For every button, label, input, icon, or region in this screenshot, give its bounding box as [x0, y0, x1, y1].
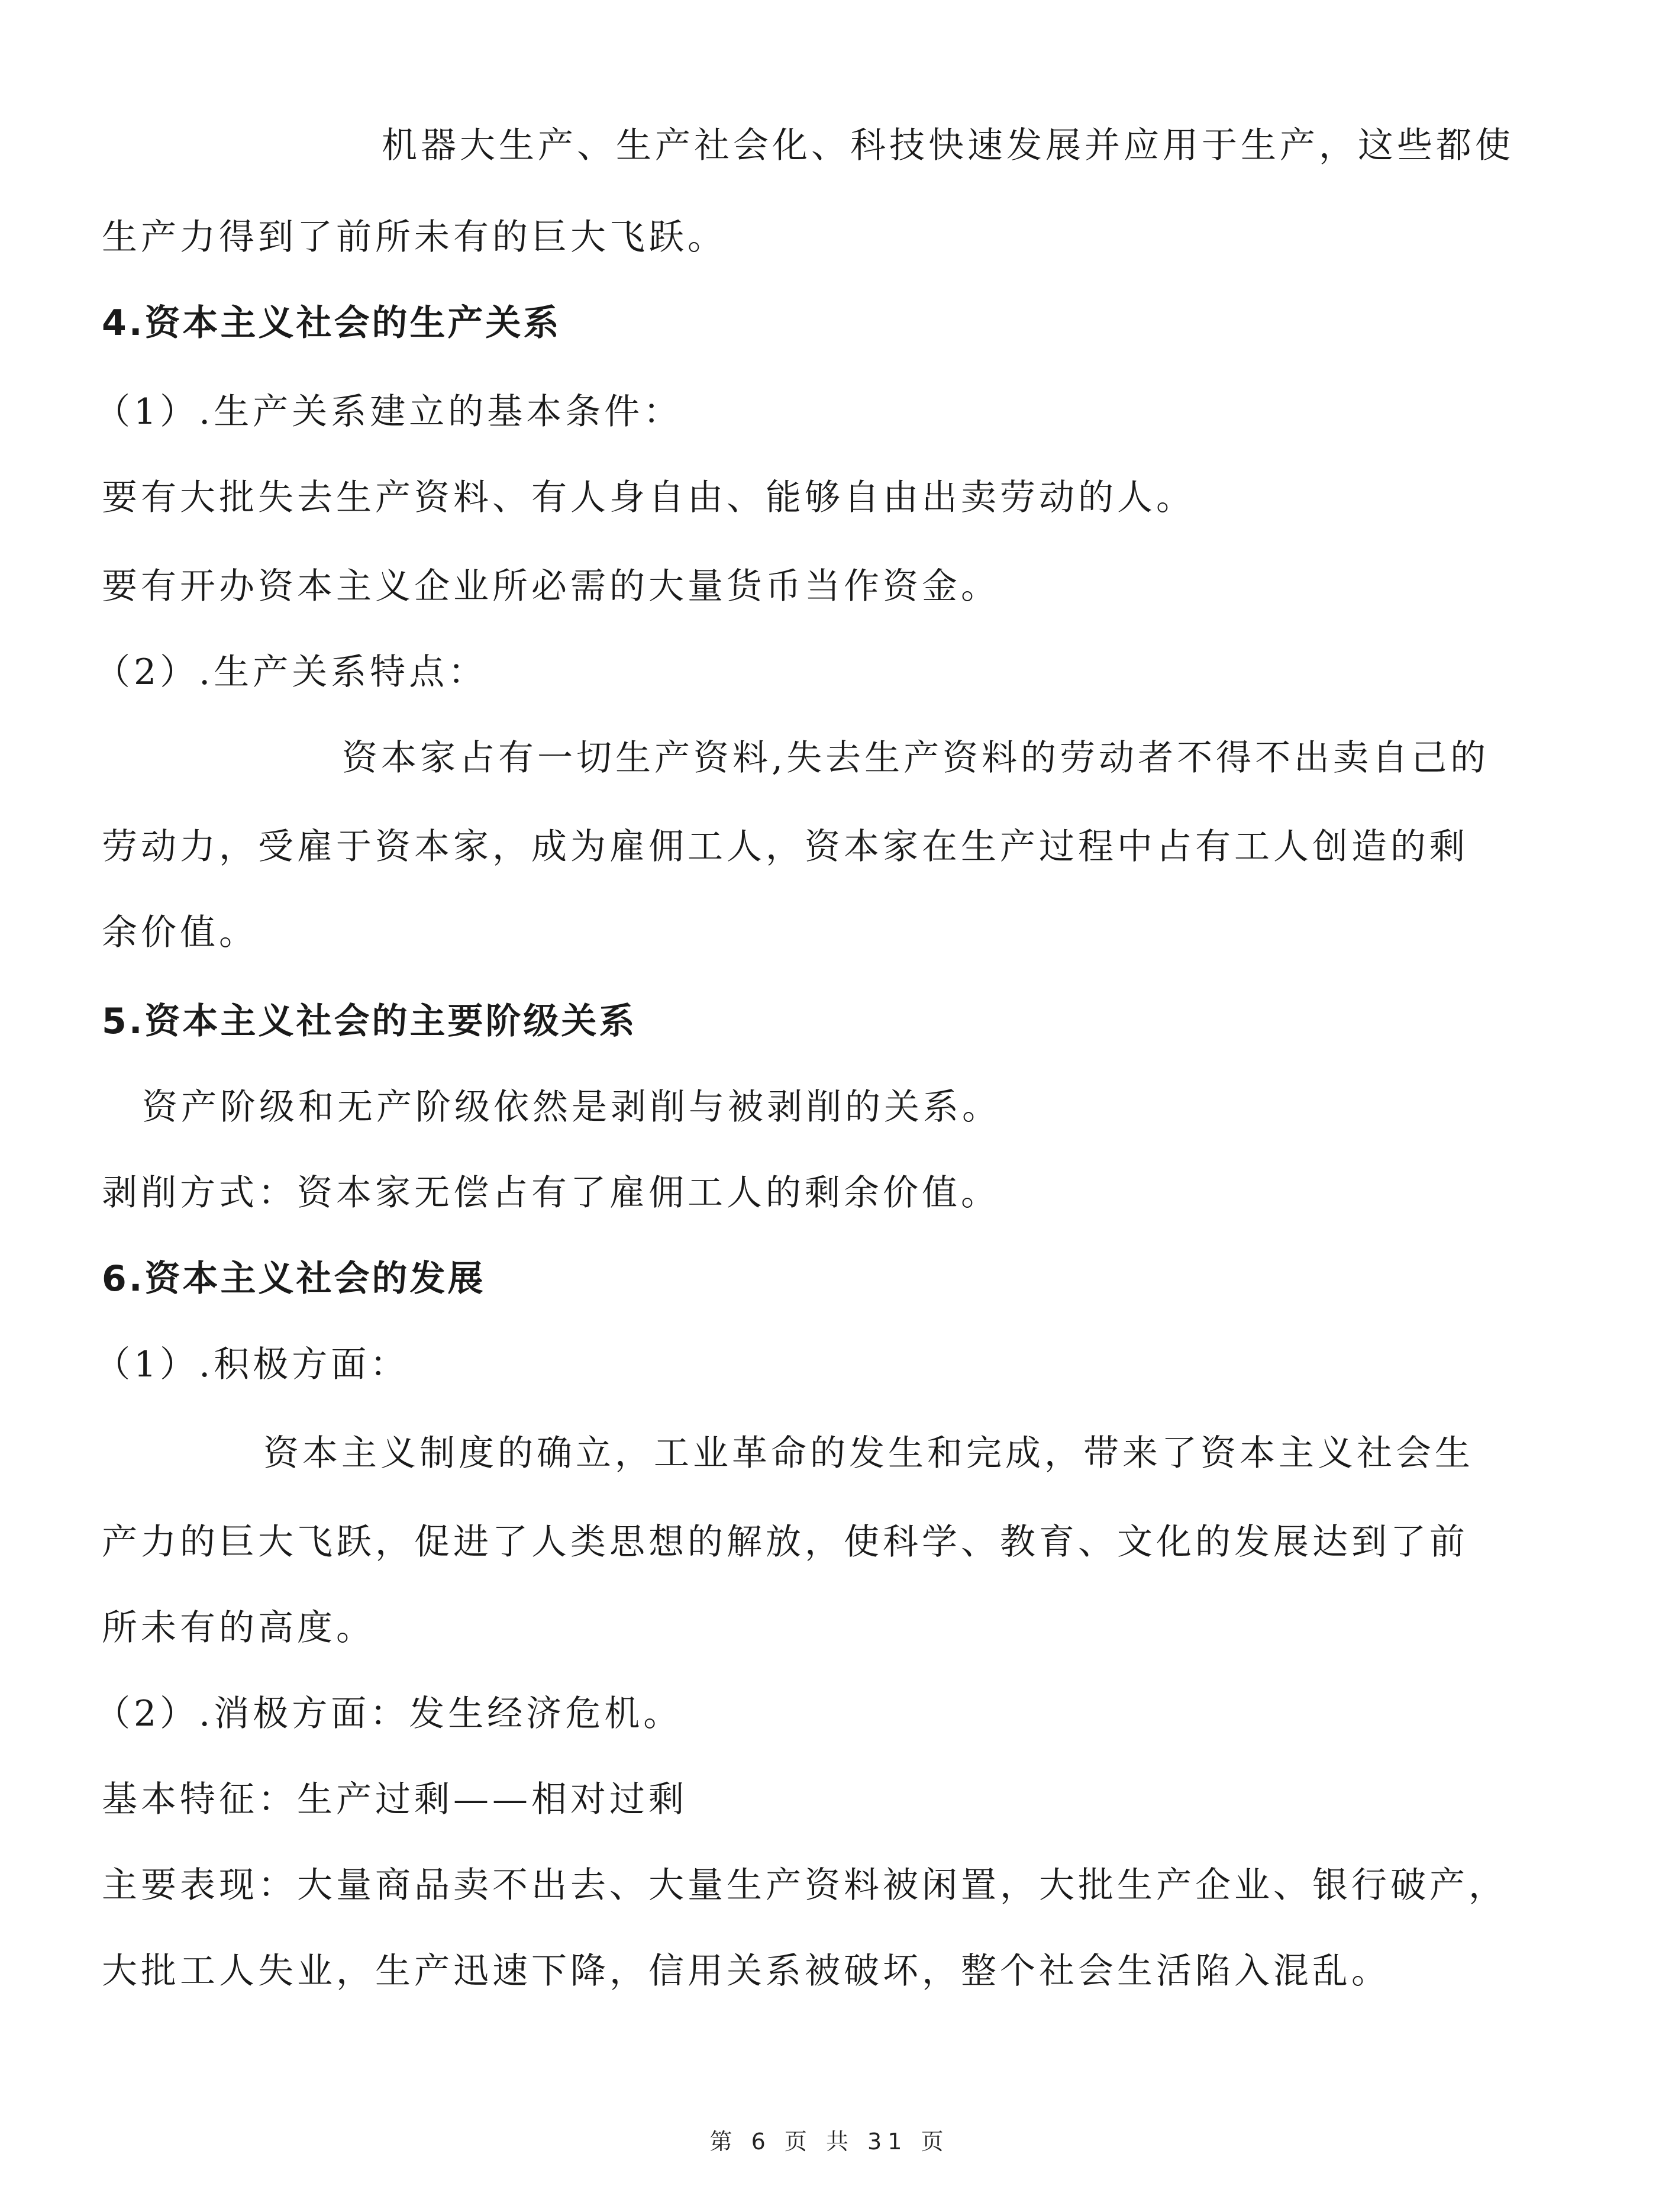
paragraph-text: 生产力得到了前所未有的巨大飞跃。 [102, 217, 727, 258]
subsection-heading: （1）.积极方面： [95, 1344, 409, 1385]
page-indicator: 第 6 页 共 31 页 [709, 2129, 950, 2155]
subsection-heading: （2）.生产关系特点： [95, 652, 488, 693]
paragraph-text: 资产阶级和无产阶级依然是剥削与被剥削的关系。 [142, 1086, 1001, 1128]
paragraph-text: 基本特征：生产过剩——相对过剩 [102, 1779, 688, 1820]
paragraph-text: 剥削方式：资本家无偿占有了雇佣工人的剩余价值。 [102, 1172, 1000, 1214]
paragraph-text: 所未有的高度。 [102, 1607, 375, 1649]
paragraph-text: 要有大批失去生产资料、有人身自由、能够自由出卖劳动的人。 [102, 477, 1195, 518]
paragraph-text: 余价值。 [102, 912, 258, 953]
section-heading-5: 5.资本主义社会的主要阶级关系 [102, 1001, 637, 1042]
paragraph-text: 机器大生产、生产社会化、科技快速发展并应用于生产，这些都使 [382, 125, 1514, 166]
subsection-heading: （1）.生产关系建立的基本条件： [95, 391, 683, 433]
paragraph-text: 主要表现：大量商品卖不出去、大量生产资料被闲置，大批生产企业、银行破产， [102, 1865, 1508, 1906]
paragraph-text: 要有开办资本主义企业所必需的大量货币当作资金。 [102, 566, 1000, 607]
paragraph-text: 资本主义制度的确立，工业革命的发生和完成，带来了资本主义社会生 [263, 1433, 1474, 1474]
paragraph-text: 大批工人失业，生产迅速下降，信用关系被破坏，整个社会生活陷入混乱。 [102, 1950, 1390, 1992]
section-heading-4: 4.资本主义社会的生产关系 [102, 302, 561, 344]
subsection-heading: （2）.消极方面：发生经济危机。 [95, 1693, 683, 1734]
paragraph-text: 资本家占有一切生产资料,失去生产资料的劳动者不得不出卖自己的 [342, 737, 1490, 779]
section-heading-6: 6.资本主义社会的发展 [102, 1258, 486, 1300]
paragraph-text: 劳动力，受雇于资本家，成为雇佣工人，资本家在生产过程中占有工人创造的剩 [102, 826, 1468, 868]
paragraph-text: 产力的巨大飞跃，促进了人类思想的解放，使科学、教育、文化的发展达到了前 [102, 1521, 1468, 1563]
